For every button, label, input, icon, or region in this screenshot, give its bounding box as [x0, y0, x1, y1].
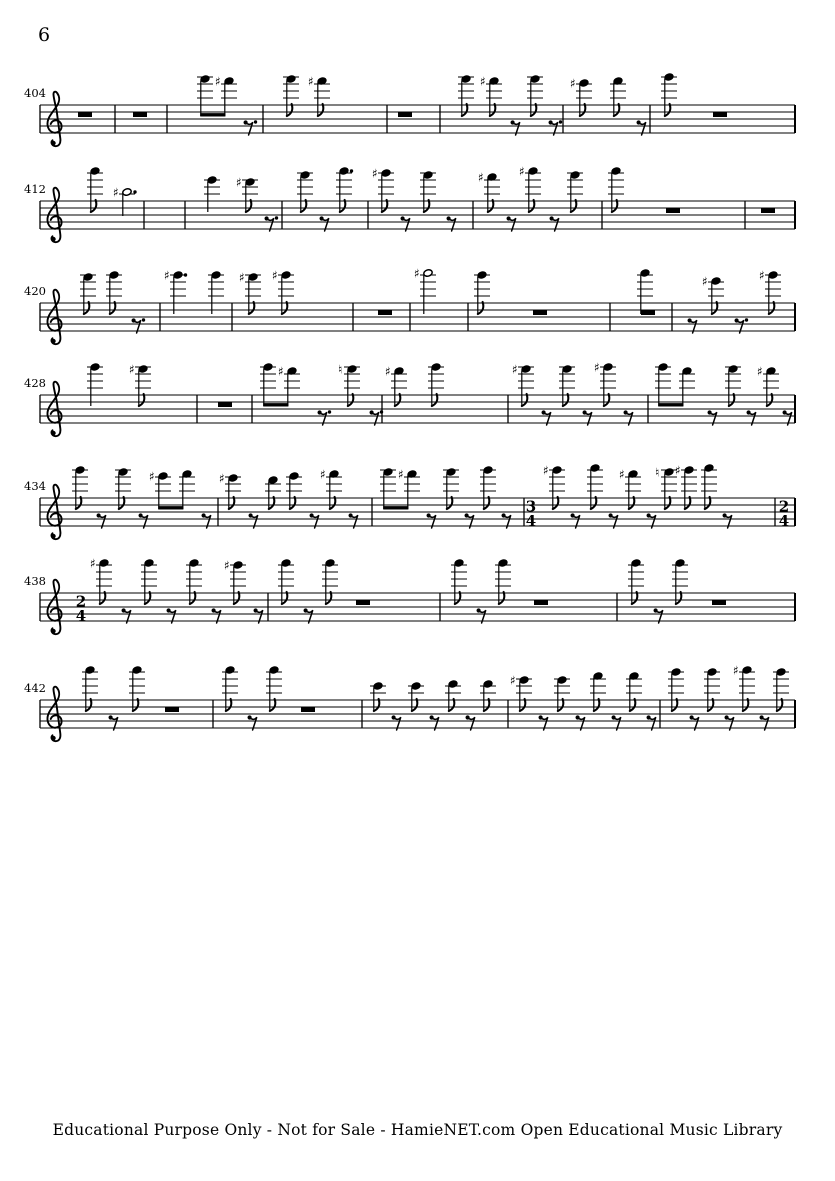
sharp-icon: ♯ [733, 663, 739, 678]
eighth-flag [591, 497, 597, 509]
page-number: 6 [38, 24, 51, 46]
eighth-flag [632, 592, 638, 604]
sharp-icon: ♯ [512, 362, 518, 377]
eighth-flag [91, 200, 97, 212]
eighth-flag [348, 394, 354, 406]
note-head [144, 559, 154, 568]
note-head [664, 73, 674, 82]
note-head [90, 167, 100, 176]
sharp-icon: ♯ [398, 467, 404, 482]
whole-rest [533, 310, 547, 315]
whole-rest [133, 112, 147, 117]
sharp-icon: ♯ [414, 266, 420, 281]
sharp-icon: ♯ [149, 469, 155, 484]
eighth-flag [234, 592, 240, 604]
sharp-icon: ♯ [164, 268, 170, 283]
eighth-flag [190, 592, 196, 604]
eighth-flag [246, 200, 252, 212]
whole-rest [78, 112, 92, 117]
eighth-flag [326, 592, 332, 604]
staff-system-442 [24, 664, 795, 742]
eighth-flag [490, 104, 496, 116]
eighth-flag [382, 200, 388, 212]
eighth-flag [520, 699, 526, 711]
note-head [579, 79, 589, 88]
eighth-flag [499, 592, 505, 604]
sharp-icon: ♯ [480, 74, 486, 89]
eighth-flag [447, 497, 453, 509]
augmentation-dot [133, 190, 136, 193]
eighth-flag [449, 699, 455, 711]
eighth-flag [685, 497, 691, 509]
whole-rest [712, 600, 726, 605]
sharp-icon: ♯ [702, 274, 708, 289]
note-head [300, 171, 310, 180]
whole-rest [301, 707, 315, 712]
eighth-flag [529, 200, 535, 212]
note-head [477, 271, 487, 280]
note-head [325, 559, 335, 568]
sharp-icon: ♯ [675, 463, 681, 478]
augmentation-dot [275, 216, 278, 219]
eighth-flag [432, 394, 438, 406]
note-head [245, 178, 255, 187]
note-head [570, 171, 580, 180]
eighth-flag [301, 200, 307, 212]
note-head [200, 75, 210, 84]
eighth-flag [665, 497, 671, 509]
eighth-flag [133, 699, 139, 711]
staff-system-404 [24, 73, 795, 146]
sharp-icon: ♯ [570, 76, 576, 91]
sharp-icon: ♯ [129, 362, 135, 377]
eighth-flag [729, 394, 735, 406]
note-head [90, 363, 100, 372]
eighth-flag [571, 200, 577, 212]
whole-rest [666, 208, 680, 213]
whole-rest [641, 310, 655, 315]
eighth-flag [412, 699, 418, 711]
augmentation-dot [745, 318, 748, 321]
eighth-flag [484, 497, 490, 509]
whole-rest [356, 600, 370, 605]
note-head [207, 176, 217, 185]
note-head [658, 363, 668, 372]
eighth-flag [558, 699, 564, 711]
eighth-flag [139, 394, 145, 406]
sharp-icon: ♯ [219, 471, 225, 486]
eighth-flag [290, 497, 296, 509]
sharp-icon: ♯ [224, 558, 230, 573]
eighth-flag [330, 497, 336, 509]
sharp-icon: ♯ [308, 74, 314, 89]
note-head [530, 75, 540, 84]
note-head [631, 559, 641, 568]
eighth-flag [84, 302, 90, 314]
whole-rest [398, 112, 412, 117]
note-head [552, 466, 562, 475]
eighth-flag [455, 592, 461, 604]
sharp-icon: ♯ [113, 185, 119, 200]
sharp-icon: ♯ [385, 364, 391, 379]
eighth-flag [708, 699, 714, 711]
note-head [173, 271, 183, 280]
note-head [521, 365, 531, 374]
note-head [454, 559, 464, 568]
measure-number: 412 [24, 182, 46, 196]
augmentation-dot [328, 410, 331, 413]
eighth-flag [110, 302, 116, 314]
time-signature-denominator: 4 [75, 606, 87, 625]
note-head [233, 561, 243, 570]
note-head [483, 466, 493, 475]
sharp-icon: ♯ [372, 166, 378, 181]
measure-number: 438 [24, 574, 46, 588]
eighth-flag [226, 699, 232, 711]
note-head [423, 171, 433, 180]
eighth-flag [119, 497, 125, 509]
sharp-icon: ♯ [543, 463, 549, 478]
eighth-flag [100, 592, 106, 604]
natural-icon: ♮ [655, 465, 660, 480]
note-head [373, 682, 383, 691]
note-head [768, 271, 778, 280]
measure-number: 420 [24, 284, 46, 298]
eighth-flag [86, 699, 92, 711]
note-head [211, 271, 221, 280]
eighth-flag [531, 104, 537, 116]
sharp-icon: ♯ [519, 164, 525, 179]
eighth-flag [676, 592, 682, 604]
measure-number: 434 [24, 479, 46, 493]
note-head [423, 269, 433, 278]
note-head [83, 273, 93, 282]
measure-number: 442 [24, 681, 46, 695]
note-head [75, 466, 85, 475]
eighth-flag [484, 699, 490, 711]
note-head [281, 271, 291, 280]
note-head [263, 363, 273, 372]
eighth-flag [580, 104, 586, 116]
note-head [122, 188, 132, 197]
eighth-flag [318, 104, 324, 116]
augmentation-dot [350, 169, 353, 172]
sharp-icon: ♯ [594, 360, 600, 375]
eighth-flag [672, 699, 678, 711]
eighth-flag [767, 394, 773, 406]
eighth-flag [145, 592, 151, 604]
time-signature-numerator: 2 [778, 497, 790, 516]
note-head [675, 559, 685, 568]
sharp-icon: ♯ [478, 170, 484, 185]
note-head [448, 680, 458, 689]
sharp-icon: ♯ [215, 74, 221, 89]
note-head [776, 668, 786, 677]
sharp-icon: ♯ [272, 268, 278, 283]
note-head [640, 269, 650, 278]
eighth-flag [462, 104, 468, 116]
augmentation-dot [254, 120, 257, 123]
staff-system-412 [24, 165, 795, 243]
eighth-flag [630, 699, 636, 711]
whole-rest [713, 112, 727, 117]
whole-rest [165, 707, 179, 712]
eighth-flag [269, 497, 275, 509]
eighth-flag [424, 200, 430, 212]
eighth-flag [563, 394, 569, 406]
sharp-icon: ♯ [759, 268, 765, 283]
note-head [562, 365, 572, 374]
note-head [132, 666, 142, 675]
eighth-flag [777, 699, 783, 711]
eighth-flag [76, 497, 82, 509]
sharp-icon: ♯ [239, 270, 245, 285]
augmentation-dot [184, 273, 187, 276]
note-head [189, 559, 199, 568]
note-head [519, 676, 529, 685]
augmentation-dot [142, 318, 145, 321]
eighth-flag [705, 497, 711, 509]
measure-number: 404 [24, 86, 46, 100]
eighth-flag [282, 592, 288, 604]
note-head [99, 559, 109, 568]
whole-rest [534, 600, 548, 605]
note-head [248, 273, 258, 282]
note-head [118, 468, 128, 477]
eighth-flag [629, 497, 635, 509]
eighth-flag [270, 699, 276, 711]
eighth-flag [522, 394, 528, 406]
augmentation-dot [380, 410, 383, 413]
note-head [431, 363, 441, 372]
eighth-flag [229, 497, 235, 509]
note-head [684, 466, 694, 475]
footer-text: Educational Purpose Only - Not for Sale - HamieNET.com Open Educational Music Library [52, 1121, 783, 1139]
staff-system-434 [24, 464, 795, 540]
note-head [268, 476, 278, 485]
note-head [728, 365, 738, 374]
eighth-flag [553, 497, 559, 509]
eighth-flag [665, 104, 671, 116]
eighth-flag [282, 302, 288, 314]
note-head [281, 559, 291, 568]
staff-system-428 [24, 361, 795, 437]
eighth-flag [604, 394, 610, 406]
note-head [611, 167, 621, 176]
eighth-flag [712, 302, 718, 314]
eighth-flag [614, 104, 620, 116]
note-head [446, 468, 456, 477]
eighth-flag [340, 200, 346, 212]
sharp-icon: ♯ [278, 364, 284, 379]
eighth-flag [488, 200, 494, 212]
note-head [286, 75, 296, 84]
note-head [225, 666, 235, 675]
note-head [603, 363, 613, 372]
note-head [498, 559, 508, 568]
time-signature-denominator: 4 [778, 511, 790, 530]
sharp-icon: ♯ [510, 673, 516, 688]
eighth-flag [612, 200, 618, 212]
note-head [347, 365, 357, 374]
eighth-flag [478, 302, 484, 314]
sharp-icon: ♯ [320, 467, 326, 482]
eighth-flag [594, 699, 600, 711]
eighth-flag [374, 699, 380, 711]
whole-rest [761, 208, 775, 213]
time-signature-numerator: 2 [75, 592, 87, 611]
sharp-icon: ♯ [236, 175, 242, 190]
note-head [707, 668, 717, 677]
sharp-icon: ♯ [619, 467, 625, 482]
eighth-flag [287, 104, 293, 116]
note-head [742, 666, 752, 675]
note-head [664, 468, 674, 477]
note-head [289, 472, 299, 481]
note-head [461, 75, 471, 84]
note-head [138, 365, 148, 374]
note-head [671, 668, 681, 677]
eighth-flag [395, 394, 401, 406]
note-head [109, 271, 119, 280]
natural-icon: ♮ [338, 362, 343, 377]
eighth-flag [743, 699, 749, 711]
note-head [411, 682, 421, 691]
note-head [158, 472, 168, 481]
whole-rest [378, 310, 392, 315]
note-head [704, 464, 714, 473]
note-head [85, 666, 95, 675]
augmentation-dot [559, 120, 562, 123]
note-head [528, 167, 538, 176]
whole-rest [218, 402, 232, 407]
note-head [339, 167, 349, 176]
note-head [228, 474, 238, 483]
eighth-flag [769, 302, 775, 314]
measure-number: 428 [24, 376, 46, 390]
note-head [383, 468, 393, 477]
staff-system-420 [24, 267, 795, 345]
note-head [711, 277, 721, 286]
time-signature-denominator: 4 [525, 511, 537, 530]
time-signature-numerator: 3 [525, 497, 537, 516]
note-head [381, 169, 391, 178]
note-head [269, 666, 279, 675]
note-head [557, 676, 567, 685]
note-head [590, 464, 600, 473]
sharp-icon: ♯ [757, 364, 763, 379]
note-head [483, 680, 493, 689]
eighth-flag [249, 302, 255, 314]
staff-system-438 [24, 557, 795, 635]
sharp-icon: ♯ [90, 556, 96, 571]
